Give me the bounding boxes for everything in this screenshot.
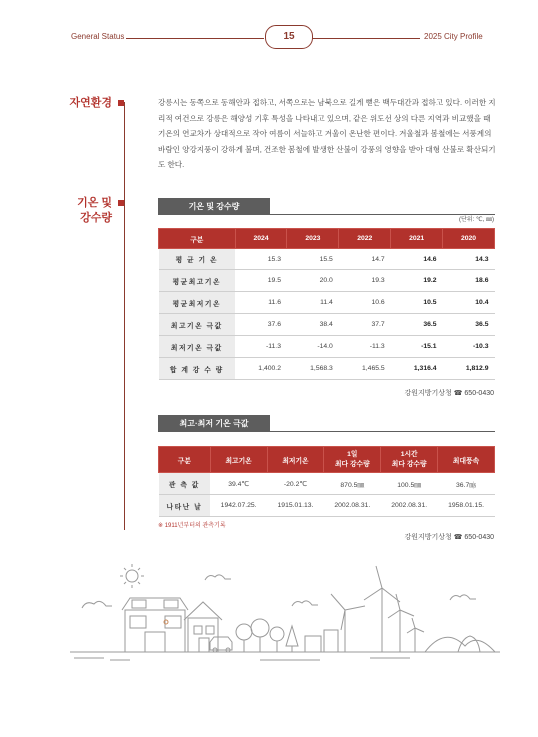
section-label-climate [40,196,112,226]
tree-icon [236,624,252,652]
house-icon [122,598,188,652]
table-header-cell: 구분 [159,447,211,473]
section-marker [118,200,124,206]
table-cell: 1,465.5 [339,358,391,380]
table-header-cell: 최대풍속 [438,447,495,473]
header-rule-left [126,38,264,39]
table-cell: 1,400.2 [235,358,287,380]
table-cell: 19.2 [391,270,443,292]
table-cell: 1915.01.13. [267,495,324,517]
tree-icon [251,619,269,652]
table-cell: 37.7 [339,314,391,336]
table-cell: 38.4 [287,314,339,336]
table-cell: 36.7㎧ [438,473,495,495]
row-label: 평 균 기 온 [159,249,236,270]
header-right-text: 2025 City Profile [424,32,483,41]
climate-table [158,228,495,380]
cloud-icon [292,601,318,606]
row-label: 관 측 값 [159,473,211,495]
cloud-icon [82,601,112,608]
car-icon [210,637,232,652]
table-row [159,314,495,336]
table-cell: 1,568.3 [287,358,339,380]
table-cell: 14.3 [443,249,495,270]
extremes-table [158,446,495,517]
table1-title-rule [158,214,495,215]
section-label-climate-line1: 기온 및 [77,197,112,209]
table-cell: 1958.01.15. [438,495,495,517]
wind-turbine-icon [407,618,424,652]
table-cell: -14.0 [287,336,339,358]
table2-title-rule [158,431,495,432]
table-cell: 39.4℃ [210,473,267,495]
table-cell: 10.5 [391,292,443,314]
wind-turbine-icon [388,594,414,652]
table-cell: 37.6 [235,314,287,336]
row-label: 합 계 강 수 량 [159,358,236,380]
natural-environment-paragraph: 강릉시는 동쪽으로 동해안과 접하고, 서쪽으로는 남북으로 길게 뻗은 백두대간과 접하고 있다. 이러한 지리적 여건으로 강릉은 해양성 기후 특성을 나타내고 있으며, 같은 위도선 상의 다른 지역과 비교했을 때 기온의 연교차가 상대적으로 작아 여름이 서늘하고 겨울이 온난한 편이다. 겨울철과 봄철에는 서풍계의 바람인 양강지풍이 강하게 불며, 건조한 봄철에 발생한 산불이 강풍의 영향을 받아 대형 산불로 확산되기도 한다. [158,98,496,170]
wind-turbine-icon [331,594,365,652]
table-row [159,270,495,292]
table1-title: 기온 및 강수량 [158,198,270,215]
cloud-icon [205,575,231,580]
table-cell: -15.1 [391,336,443,358]
table-cell: 14.7 [339,249,391,270]
table-header-cell: 최고기온 [210,447,267,473]
table-header-cell: 1일 최다 강수량 [324,447,381,473]
table-header-cell: 2023 [287,229,339,249]
table-row [159,358,495,380]
table-cell: 10.6 [339,292,391,314]
table-header-row [159,447,495,473]
table-cell: 1,316.4 [391,358,443,380]
row-label: 평균최고기온 [159,270,236,292]
table-cell: 10.4 [443,292,495,314]
table-cell: 19.5 [235,270,287,292]
section-vertical-rule [124,102,125,530]
row-label: 최저기온 극값 [159,336,236,358]
table-cell: 20.0 [287,270,339,292]
table-header-cell: 2020 [443,229,495,249]
wind-turbine-icon [364,566,400,652]
table-header-cell: 2024 [235,229,287,249]
table-cell: 36.5 [443,314,495,336]
table2-note: ※ 1911년부터의 관측기록 [158,523,226,529]
section-marker [118,100,124,106]
table-cell: 14.6 [391,249,443,270]
table-header-cell: 2021 [391,229,443,249]
table-row [159,292,495,314]
table-cell: -20.2℃ [267,473,324,495]
table-cell: 100.5㎜ [381,473,438,495]
table-header-cell: 1시간 최다 강수량 [381,447,438,473]
tree-icon [270,627,284,652]
table-header-cell: 최저기온 [267,447,324,473]
table-row [159,336,495,358]
table-cell: -10.3 [443,336,495,358]
table-row [159,473,495,495]
cloud-icon [450,595,476,600]
table1-unit: (단위: ℃, ㎜) [459,217,494,223]
table2-title: 최고·최저 기온 극값 [158,415,270,432]
table-row [159,495,495,517]
table2-source: 강원지방기상청 ☎ 650-0430 [404,534,494,541]
table-cell: -11.3 [235,336,287,358]
header-left-text: General Status [71,32,125,41]
building-icon [305,630,338,652]
table-header-cell: 2022 [339,229,391,249]
table-cell: 18.6 [443,270,495,292]
section-label-climate-line2: 강수량 [80,212,112,224]
sun-icon [120,564,144,588]
table-cell: 2002.08.31. [324,495,381,517]
table-cell: 36.5 [391,314,443,336]
header-rule-right [312,38,420,39]
row-label: 나타난 날 [159,495,211,517]
city-illustration [70,560,500,670]
section-label-natural-environment: 자연환경 [69,97,112,109]
row-label: 평균최저기온 [159,292,236,314]
table-cell: 15.3 [235,249,287,270]
table-cell: 1942.07.25. [210,495,267,517]
table-header-row [159,229,495,249]
table-row [159,249,495,270]
page-number: 15 [265,25,313,49]
table-cell: 2002.08.31. [381,495,438,517]
table1-source: 강원지방기상청 ☎ 650-0430 [404,390,494,397]
table-cell: 870.5㎜ [324,473,381,495]
tree-icon [286,626,298,652]
table-cell: -11.3 [339,336,391,358]
tree-icon [458,636,480,652]
table-header-cell: 구분 [159,229,236,249]
hill-icon [425,637,495,652]
table-cell: 11.6 [235,292,287,314]
row-label: 최고기온 극값 [159,314,236,336]
table-cell: 19.3 [339,270,391,292]
table-cell: 11.4 [287,292,339,314]
house-icon [184,602,222,652]
table-cell: 15.5 [287,249,339,270]
table-cell: 1,812.9 [443,358,495,380]
